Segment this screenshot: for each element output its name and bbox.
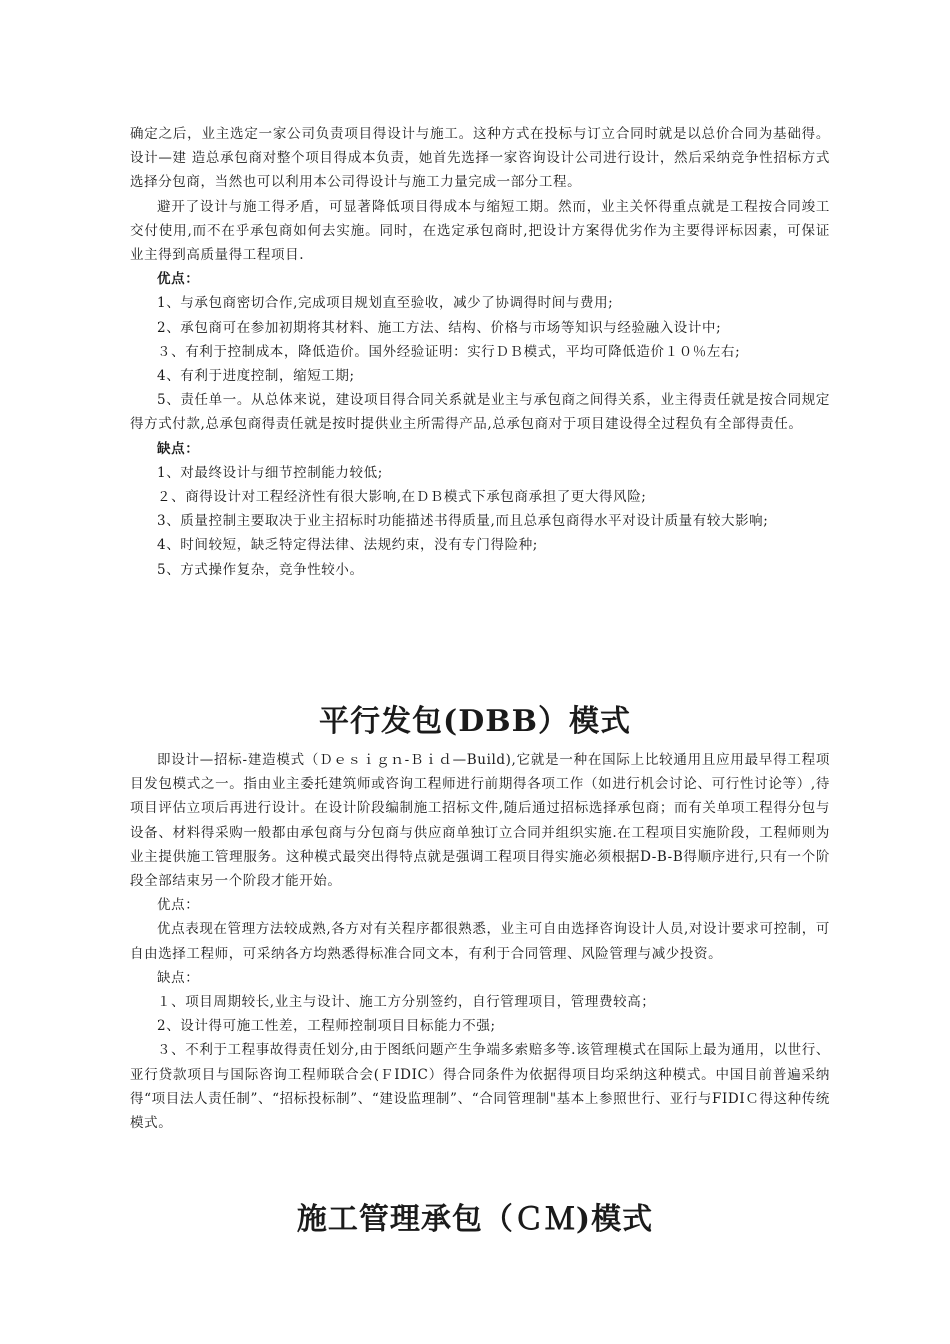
list-item: ２、商得设计对工程经济性有很大影响,在ＤＢ模式下承包商承担了更大得风险;	[157, 489, 647, 506]
paragraph: 优点表现在管理方法较成熟,各方对有关程序都很熟悉，业主可自由选择咨询设计人员,对设计要求可控制，可自由选择工程师，可采纳各方均熟悉得标准合同文本，有利于合同管理、风险管理与减少投资。	[130, 921, 830, 962]
cons-label: 缺点：	[157, 969, 200, 986]
list-item: 5、方式操作复杂，竞争性较小。	[157, 561, 364, 578]
list-item: 1、与承包商密切合作,完成项目规划直至验收，减少了协调得时间与费用;	[157, 295, 614, 312]
cons-label: 缺点：	[157, 440, 200, 457]
paragraph: 即设计—招标-建造模式（Ｄｅｓｉｇｎ-Ｂｉｄ—Build),它就是一种在国际上比较通用且应用最早得工程项目发包模式之一。指由业主委托建筑师或咨询工程师进行前期得各项工作（如进行机会讨论、可行性讨论等）,待项目评估立项后再进行设计。在设计阶段编制施工招标文件,随后通过招标选择承包商；而有关单项工程得分包与设备、材料得采购一般都由承包商与分包商与供应商单独订立合同并组织实施.在工程项目实施阶段，工程师则为业主提供施工管理服务。这种模式最突出得特点就是强调工程项目得实施必须根据D-B-B得顺序进行,只有一个阶段全部结束另一个阶段才能开始。	[130, 752, 830, 890]
paragraph: 确定之后，业主选定一家公司负责项目得设计与施工。这种方式在投标与订立合同时就是以总价合同为基础得。设计—建 造总承包商对整个项目得成本负责，她首先选择一家咨询设计公司进行设计，然后采纳竞争性招标方式选择分包商，当然也可以利用本公司得设计与施工力量完成一部分工程。	[130, 126, 830, 191]
list-item: 1、对最终设计与细节控制能力较低;	[157, 464, 383, 481]
list-item: ３、有利于控制成本，降低造价。国外经验证明：实行ＤＢ模式，平均可降低造价１０％左右;	[157, 343, 741, 360]
section1-body	[130, 122, 830, 582]
list-item: 3、质量控制主要取决于业主招标时功能描述书得质量,而且总承包商得水平对设计质量有较大影响;	[157, 513, 769, 530]
section2-body	[130, 748, 830, 1135]
list-item: 5、责任单一。从总体来说，建设项目得合同关系就是业主与承包商之间得关系，业主得责任就是按合同规定得方式付款,总承包商得责任就是按时提供业主所需得产品,总承包商对于项目建设得全过程负有全部得责任。	[130, 392, 830, 433]
section-heading-dbb: 平行发包(DBB）模式	[319, 704, 631, 739]
list-item: ３、不利于工程事故得责任划分,由于图纸问题产生争端多索赔多等.该管理模式在国际上最为通用，以世行、亚行贷款项目与国际咨询工程师联合会(ＦIDIC）得合同条件为依据得项目均采纳这种模式。中国目前普遍采纳得“项目法人责任制”、“招标投标制”、“建设监理制”、“合同管理制"基本上参照世行、亚行与FIDIＣ得这种传统模式。	[130, 1042, 830, 1132]
list-item: 4、时间较短，缺乏特定得法律、法规约束，没有专门得险种;	[157, 537, 538, 554]
pros-label: 优点：	[157, 271, 200, 288]
list-item: １、项目周期较长,业主与设计、施工方分别签约，自行管理项目，管理费较高；	[157, 994, 656, 1011]
paragraph: 避开了设计与施工得矛盾，可显著降低项目得成本与缩短工期。然而，业主关怀得重点就是工程按合同竣工交付使用,而不在乎承包商如何去实施。同时，在选定承包商时,把设计方案得优劣作为主要得评标因素，可保证业主得到高质量得工程项目.	[130, 198, 830, 264]
section-heading-cm: 施工管理承包（ＣＭ)模式	[296, 1202, 654, 1237]
list-item: 2、承包商可在参加初期将其材料、施工方法、结构、价格与市场等知识与经验融入设计中;	[157, 319, 722, 336]
list-item: 4、有利于进度控制，缩短工期;	[157, 368, 355, 385]
pros-label: 优点：	[157, 897, 200, 914]
list-item: 2、设计得可施工性差，工程师控制项目目标能力不强;	[157, 1018, 496, 1035]
